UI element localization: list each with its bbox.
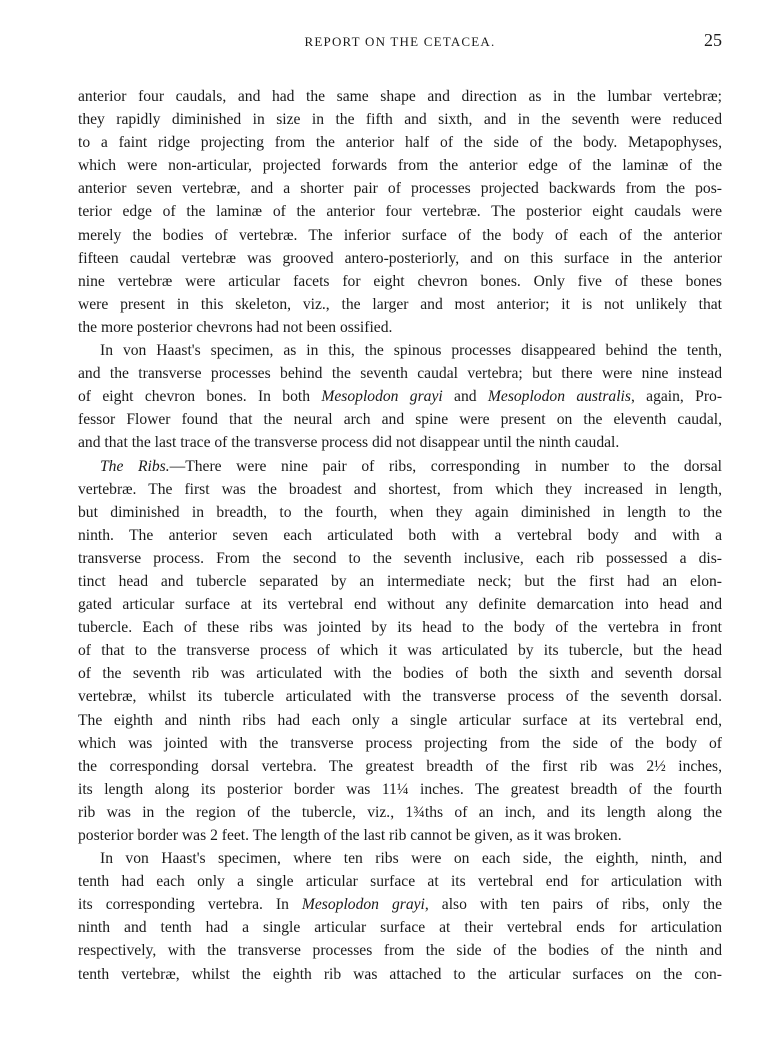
text-line — [78, 501, 722, 524]
text-line — [78, 362, 722, 385]
text-line — [78, 108, 722, 131]
running-title: REPORT ON THE CETACEA. — [304, 34, 496, 49]
text-segment: tinct head and tubercle separated by an intermediate neck; but the first had an elon- — [78, 572, 722, 590]
text-segment: In von Haast's specimen, as in this, the spinous processes disappeared behind the tenth, — [100, 342, 722, 360]
text-segment: anterior seven vertebræ, and a shorter pair of processes projected backwards from the pos- — [78, 180, 722, 198]
text-segment: ninth. The anterior seven each articulated both with a vertebral body and with a — [78, 526, 722, 544]
text-line — [78, 478, 722, 501]
text-line — [78, 177, 722, 200]
text-segment: they rapidly diminished in size in the fifth and sixth, and in the seventh were reduced — [78, 111, 722, 129]
text-line — [78, 916, 722, 939]
text-segment: terior edge of the laminæ of the anterior four vertebræ. The posterior eight caudals were — [78, 203, 722, 221]
text-line — [78, 593, 722, 616]
text-line — [78, 270, 722, 293]
text-segment: its corresponding vertebra. In — [78, 896, 302, 914]
text-line — [78, 639, 722, 662]
text-segment: merely the bodies of vertebræ. The inferior surface of the body of each of the anterior — [78, 226, 722, 244]
text-segment: posterior border was 2 feet. The length of the last rib cannot be given, as it was broken. — [78, 827, 622, 844]
text-line — [78, 824, 722, 847]
text-segment: vertebræ, whilst its tubercle articulated with the transverse process of the seventh dorsal. — [78, 688, 722, 706]
text-line — [78, 732, 722, 755]
text-line — [78, 778, 722, 801]
text-segment: were present in this skeleton, viz., the larger and most anterior; it is not unlikely that — [78, 295, 722, 313]
text-segment: the more posterior chevrons had not been ossified. — [78, 318, 393, 336]
text-segment: The eighth and ninth ribs had each only a single articular surface at its vertebral end, — [78, 711, 722, 729]
text-line — [78, 755, 722, 778]
text-line — [78, 893, 722, 916]
text-segment: and — [442, 388, 488, 406]
text-segment: anterior four caudals, and had the same shape and direction as in the lumbar vertebræ; — [78, 88, 722, 105]
text-segment: but diminished in breadth, to the fourth, when they again diminished in length to the — [78, 503, 722, 521]
text-line — [78, 616, 722, 639]
text-line — [78, 385, 722, 408]
text-line — [78, 870, 722, 893]
text-line — [78, 963, 722, 986]
text-line — [78, 939, 722, 962]
text-segment: its length along its posterior border was 11¼ inches. The greatest breadth of the fourth — [78, 780, 722, 798]
text-line — [78, 455, 722, 478]
text-segment: respectively, with the transverse processes from the side of the bodies of the ninth and — [78, 942, 722, 960]
text-line — [78, 200, 722, 223]
text-segment: to a faint ridge projecting from the anterior half of the side of the body. Metapophyses, — [78, 134, 722, 152]
text-segment: rib was in the region of the tubercle, viz., 1¾ths of an inch, and its length along the — [78, 803, 722, 821]
page-header — [78, 30, 722, 52]
text-segment: In von Haast's specimen, where ten ribs were on each side, the eighth, ninth, and — [100, 850, 722, 868]
text-line — [78, 709, 722, 732]
text-line — [78, 524, 722, 547]
text-line — [78, 547, 722, 570]
text-segment: and that the last trace of the transverse process did not disappear until the ninth caudal. — [78, 434, 620, 452]
text-segment: , also with ten pairs of ribs, only the — [424, 896, 723, 914]
text-line — [78, 85, 722, 108]
text-segment: nine vertebræ were articular facets for eight chevron bones. Only five of these bones — [78, 272, 722, 290]
body-text — [78, 85, 722, 986]
text-segment: the corresponding dorsal vertebra. The greatest breadth of the first rib was 2½ inches, — [78, 757, 722, 775]
italic-text: Mesoplodon grayi — [301, 896, 425, 914]
text-segment: tenth had each only a single articular surface at its vertebral end for articulation with — [78, 873, 722, 891]
text-segment: ninth and tenth had a single articular surface at their vertebral ends for articulation — [78, 919, 722, 937]
text-segment: tubercle. Each of these ribs was jointed by its head to the body of the vertebra in front — [78, 619, 722, 637]
text-segment: which was jointed with the transverse process projecting from the side of the body of — [78, 734, 722, 752]
text-line — [78, 131, 722, 154]
text-segment: tenth vertebræ, whilst the eighth rib was attached to the articular surfaces on the con- — [78, 965, 722, 983]
text-segment: gated articular surface at its vertebral end without any definite demarcation into head and — [78, 596, 722, 614]
text-line — [78, 293, 722, 316]
text-line — [78, 801, 722, 824]
text-line — [78, 847, 722, 870]
text-segment: and the transverse processes behind the seventh caudal vertebra; but there were nine instead — [78, 365, 722, 383]
text-line — [78, 224, 722, 247]
text-line — [78, 247, 722, 270]
text-line — [78, 662, 722, 685]
text-segment: fifteen caudal vertebræ was grooved antero-posteriorly, and on this surface in the anterior — [78, 249, 722, 267]
text-segment: fessor Flower found that the neural arch and spine were present on the eleventh caudal, — [78, 411, 722, 429]
text-line — [78, 431, 722, 454]
text-segment: , again, Pro- — [630, 388, 723, 406]
text-segment: transverse process. From the second to the seventh inclusive, each rib possessed a dis- — [78, 549, 722, 567]
italic-text: Mesoplodon grayi — [321, 388, 443, 406]
page-number: 25 — [704, 30, 722, 50]
text-line — [78, 570, 722, 593]
text-line — [78, 339, 722, 362]
text-segment: of that to the transverse process of which it was articulated by its tubercle, but the head — [78, 642, 722, 660]
text-segment: vertebræ. The first was the broadest and shortest, from which they increased in length, — [78, 480, 722, 498]
text-line — [78, 408, 722, 431]
text-segment: —There were nine pair of ribs, corresponding in number to the dorsal — [169, 457, 722, 475]
text-segment: of the seventh rib was articulated with the bodies of both the sixth and seventh dorsal — [78, 665, 722, 683]
text-line — [78, 154, 722, 177]
italic-text: The Ribs. — [100, 457, 170, 475]
text-line — [78, 316, 722, 339]
text-segment: of eight chevron bones. In both — [78, 388, 322, 406]
text-segment: which were non-articular, projected forwards from the anterior edge of the laminæ of the — [78, 157, 722, 175]
text-line — [78, 685, 722, 708]
italic-text: Mesoplodon australis — [487, 388, 631, 406]
